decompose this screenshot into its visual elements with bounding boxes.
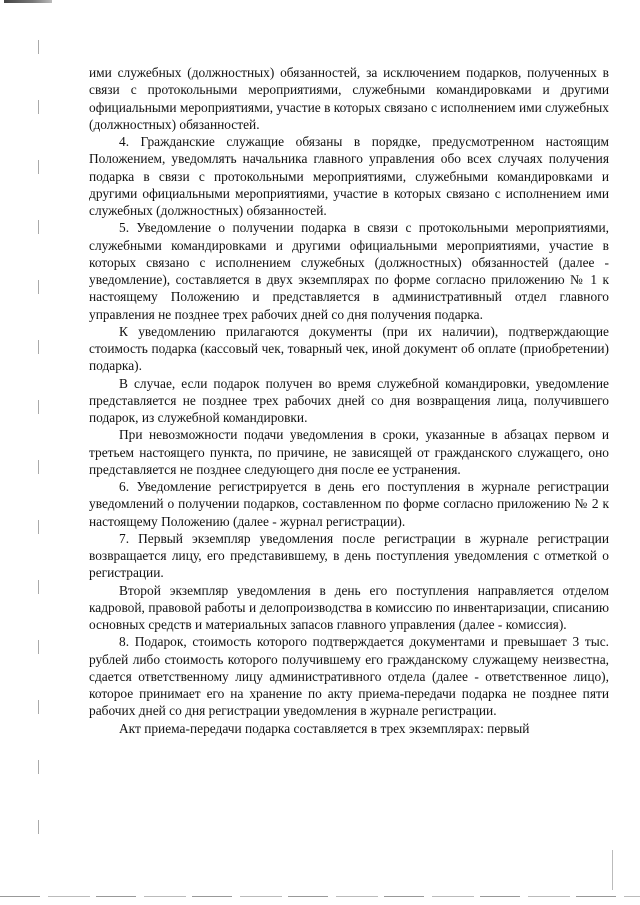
paragraph-item-7: 7. Первый экземпляр уведомления после регистрации в журнале регистрации возвращается лицу, его представившему, в день поступления уведомления с отметкой о регистрации. (89, 530, 609, 581)
scan-artifact-bottom-edge (0, 896, 640, 897)
scan-artifact-right (612, 850, 613, 890)
paragraph-item-4: 4. Гражданские служащие обязаны в порядке, предусмотренном настоящим Положением, уведомлять начальника главного управления обо всех случаях получения подарка в связи с протокольными мероприятиями, служебными командировками и другими официальными мероприятиями, участие в которых связано с исполнением ими служебных (должностных) обязанностей. (89, 134, 609, 218)
paragraph-item-5: 5. Уведомление о получении подарка в связи с протокольными мероприятиями, служебными командировками и другими официальными мероприятиями, участие в которых связано с исполнением служебных (должностных) обязанностей (далее - уведомление), составляется в двух экземплярах по форме согласно приложению № 1 к настоящему Положению и представляется в административный отдел главного управления не позднее трех рабочих дней со дня получения подарка. (89, 220, 609, 322)
paragraph-attachments: К уведомлению прилагаются документы (при их наличии), подтверждающие стоимость подарка (кассовый чек, товарный чек, иной документ об оплате (приобретении) подарка). (89, 323, 609, 374)
paragraph-act: Акт приема-передачи подарка составляется в трех экземплярах: первый (119, 720, 530, 736)
paragraph-item-6: 6. Уведомление регистрируется в день его поступления в журнале регистрации уведомлений о получении подарков, составленном по форме согласно приложению № 2 к настоящему Положению (далее - журнал регистрации). (89, 479, 609, 529)
scan-artifact-top (4, 0, 52, 3)
paragraph-impossibility: При невозможности подачи уведомления в сроки, указанные в абзацах первом и третьем настоящего пункта, по причине, не зависящей от гражданского служащего, оно представляется не позднее следующего дня после ее устранения. (89, 427, 609, 477)
paragraph-second-copy: Второй экземпляр уведомления в день его поступления направляется отделом кадровой, правовой работы и делопроизводства в комиссию по инвентаризации, списанию основных средств и материальных запасов главного управления (далее - комиссия). (89, 582, 609, 632)
document-body (89, 64, 609, 737)
scan-artifact-left-edge (38, 40, 39, 860)
paragraph-business-trip: В случае, если подарок получен во время служебной командировки, уведомление представляется не позднее трех рабочих дней со дня возвращения лица, получившего подарок, из служебной командировки. (89, 375, 609, 425)
paragraph-item-8: 8. Подарок, стоимость которого подтверждается документами и превышает 3 тыс. рублей либо стоимость которого получившему его гражданскому служащему неизвестна, сдается ответственному лицу административного отдела (далее - ответственное лицо), которое принимает его на хранение по акту приема-передачи подарка не позднее пяти рабочих дней со дня регистрации уведомления в журнале регистрации. (89, 634, 609, 719)
paragraph-continuation: ими служебных (должностных) обязанностей, за исключением подарков, полученных в связи с протокольными мероприятиями, служебными командировками и другими официальными мероприятиями, участие в которых связано с исполнением ими служебных (должностных) обязанностей. (89, 65, 609, 132)
